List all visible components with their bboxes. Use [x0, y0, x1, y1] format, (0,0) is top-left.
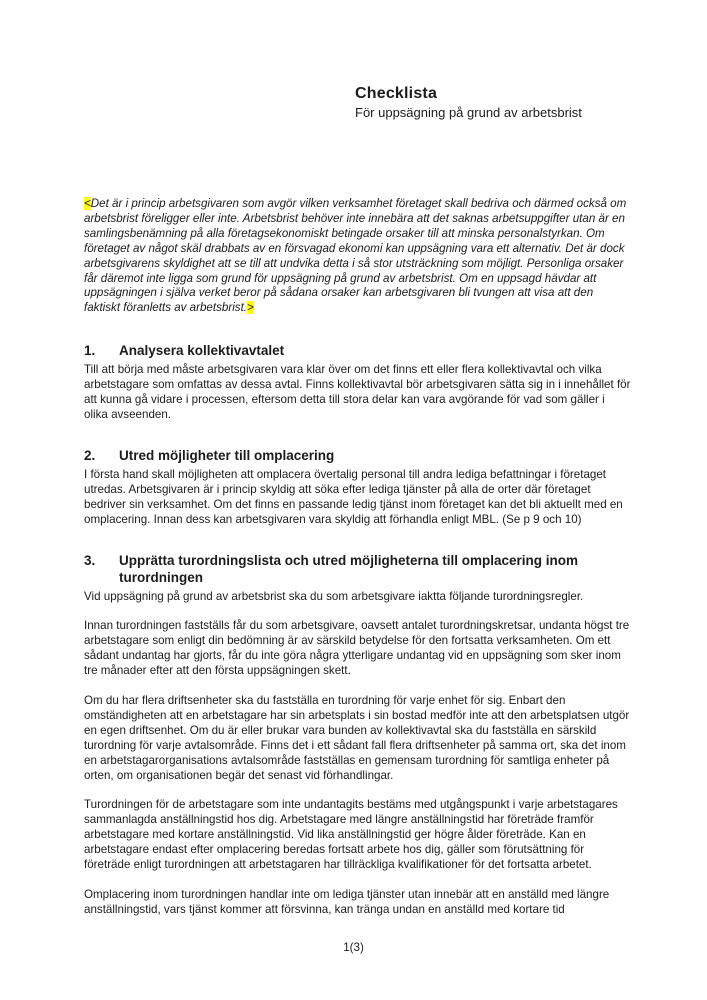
section-2-title: Utred möjligheter till omplacering	[119, 447, 335, 463]
section-3-paragraph-2: Innan turordningen fastställs får du som arbetsgivare, oavsett antalet turordningskretsar, undanta högst tre arbetstagare som enligt din bedömning är av särskild betydelse för den fortsatta verksamheten. Om ett sådant undantag har gjorts, får du inte göra några ytterligare undantag vid en uppsägning som sker inom tre månader efter att den första uppsägningen skett.	[84, 619, 630, 678]
highlight-open-marker: <	[84, 197, 91, 210]
section-2	[84, 447, 631, 528]
section-1-heading	[84, 342, 631, 359]
section-1	[84, 342, 631, 423]
section-1-title: Analysera kollektivavtalet	[119, 343, 285, 359]
section-3-paragraph-3: Om du har flera driftsenheter ska du fastställa en turordning för varje enhet för sig. Enbart den omständigheten att en arbetstagare har sin arbetsplats i sin bostad medför inte att den arbetsplatsen utgör en egen driftsenhet. Om du är eller brukar vara bunden av kollektivavtal ska du fastställa en särskild turordning för varje avtalsområde. Finns det i ett sådant fall flera driftsenheter på samma ort, ska det inom en arbetstagarorganisations avtalsområde fastställas en gemensam turordning för samtliga enheter på orten, om organisationen begär det senast vid förhandlingar.	[84, 694, 630, 782]
page-number: 1(3)	[343, 941, 364, 954]
document-body	[84, 197, 631, 918]
section-3	[84, 552, 631, 918]
page-subtitle: För uppsägning på grund av arbetsbrist	[355, 105, 582, 120]
page-title: Checklista	[355, 85, 438, 102]
section-3-title: Upprätta turordningslista och utred möjligheterna till omplacering inom turordningen	[119, 552, 579, 585]
section-3-number: 3.	[84, 552, 96, 568]
section-3-paragraph-1: Vid uppsägning på grund av arbetsbrist ska du som arbetsgivare iaktta följande turordningsregler.	[84, 589, 584, 603]
intro-text: Det är i princip arbetsgivaren som avgör vilken verksamhet företaget skall bedriva och därmed också om arbetsbrist föreligger eller inte. Arbetsbrist behöver inte innebära att det saknas arbetsuppgifter utan är en samlingsbenämning på alla företagsekonomiskt betingade orsaker till att minska personalstyrkan. Om företaget av något skäl drabbats av en försvagad ekonomi kan uppsägning vara ett alternativ. Det är dock arbetsgivarens skyldighet att se till att undvika detta i så stor utsträckning som möjligt. Personliga orsaker får däremot inte ligga som grund för uppsägning på grund av arbetsbrist. Om en uppsagd hävdar att uppsägningen i själva verket beror på sådana orsaker kan arbetsgivaren bli tvungen att visa att den faktiskt föranletts av arbetsbrist.	[84, 197, 627, 315]
section-3-heading	[84, 552, 631, 586]
section-1-paragraph: Till att börja med måste arbetsgivaren vara klar över om det finns ett eller flera kollektivavtal och vilka arbetstagare som omfattas av dessa avtal. Finns kollektivavtal bör arbetsgivaren sätta sig in i innehållet för att kunna gå vidare i processen, eftersom detta till stora delar kan vara avgörande för vad som gäller i olika avseenden.	[84, 363, 631, 421]
section-2-number: 2.	[84, 447, 96, 463]
section-3-paragraph-4: Turordningen för de arbetstagare som inte undantagits bestäms med utgångspunkt i varje arbetstagares sammanlagda anställningstid hos dig. Arbetstagare med längre anställningstid har företräde framför arbetstagare med kortare anställningstid. Vid lika anställningstid ger högre ålder företräde. Kan en arbetstagare endast efter omplacering beredas fortsatt arbete hos dig, gäller som förutsättning för företräde enligt turordningen att arbetstagaren har tillräckliga kvalifikationer för det fortsatta arbetet.	[84, 798, 618, 872]
section-2-heading	[84, 447, 631, 464]
section-2-paragraph: I första hand skall möjligheten att omplacera övertalig personal till andra lediga befattningar i företaget utredas. Arbetsgivaren är i princip skyldig att söka efter lediga tjänster på alla de orter där företaget bedriver sin verksamhet. Om det finns en passande ledig tjänst inom företaget kan det bli aktuellt med en omplacering. Innan dess kan arbetsgivaren vara skyldig att förhandla enligt MBL. (Se p 9 och 10)	[84, 467, 623, 526]
section-1-number: 1.	[84, 343, 96, 359]
section-3-paragraph-5: Omplacering inom turordningen handlar inte om lediga tjänster utan innebär att en anställd med längre anställningstid, vars tjänst kommer att försvinna, kan tränga undan en anställd med kortare tid	[84, 888, 610, 916]
intro-paragraph	[84, 197, 631, 316]
document-header	[355, 84, 582, 121]
highlight-close-marker: >	[247, 301, 254, 315]
